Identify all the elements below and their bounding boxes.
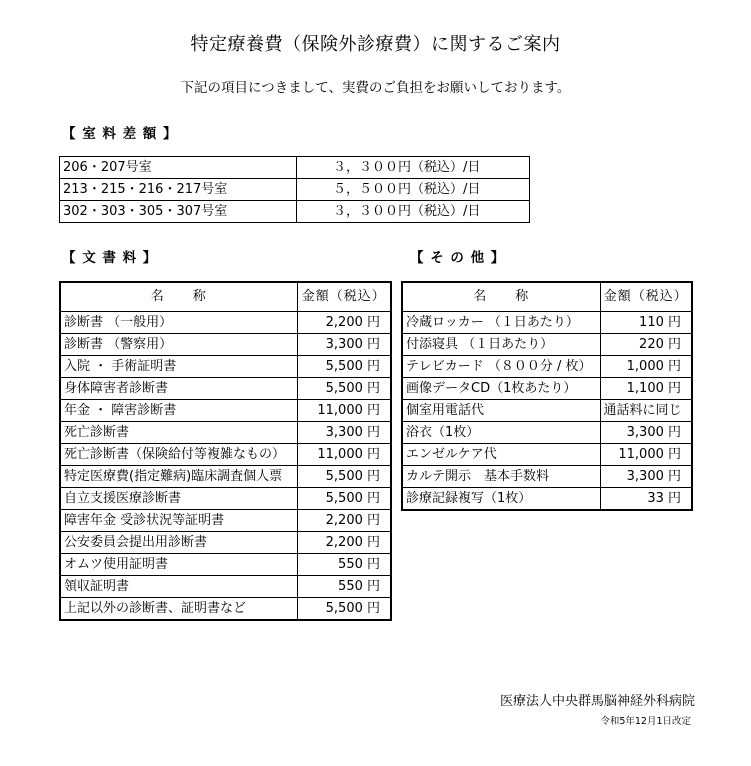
table-row [60, 201, 530, 223]
item-price-cell: 11,000 円 [297, 400, 391, 422]
item-price-cell: 1,000 円 [600, 356, 692, 378]
item-price-cell: 5,500 円 [297, 488, 391, 510]
table-row [402, 466, 692, 488]
item-price-cell: 5,500 円 [297, 598, 391, 621]
item-price-cell: 33 円 [600, 488, 692, 511]
item-name-cell: 画像データCD（1枚あたり） [402, 378, 600, 400]
item-name-cell: 死亡診断書 [60, 422, 297, 444]
table-row [402, 378, 692, 400]
item-name-cell: テレビカード （８００分 / 枚） [402, 356, 600, 378]
item-price-cell: 220 円 [600, 334, 692, 356]
column-header-name: 名 称 [60, 282, 297, 312]
table-row [60, 576, 391, 598]
item-name-cell: 213・215・216・217号室 [60, 179, 297, 201]
item-name-cell: 公安委員会提出用診断書 [60, 532, 297, 554]
table-row [402, 356, 692, 378]
item-price-cell: 1,100 円 [600, 378, 692, 400]
item-price-cell: 2,200 円 [297, 312, 391, 334]
item-name-cell: オムツ使用証明書 [60, 554, 297, 576]
document-table-header [60, 282, 391, 312]
item-name-cell: 障害年金 受診状況等証明書 [60, 510, 297, 532]
item-price-cell: ５，５００円（税込）/日 [297, 179, 530, 201]
table-row [402, 334, 692, 356]
item-name-cell: 領収証明書 [60, 576, 297, 598]
item-name-cell: 身体障害者診断書 [60, 378, 297, 400]
other-table-header [402, 282, 692, 312]
item-name-cell: 206・207号室 [60, 157, 297, 179]
item-price-cell: 5,500 円 [297, 466, 391, 488]
item-price-cell: 5,500 円 [297, 378, 391, 400]
revision-date: 令和5年12月1日改定 [600, 716, 691, 727]
item-price-cell: ３，３００円（税込）/日 [297, 201, 530, 223]
hospital-name: 医療法人中央群馬脳神経外科病院 [499, 694, 695, 709]
item-price-cell: 11,000 円 [297, 444, 391, 466]
item-price-cell: 110 円 [600, 312, 692, 334]
item-price-cell: 3,300 円 [297, 422, 391, 444]
table-row [402, 488, 692, 511]
table-row [60, 488, 391, 510]
column-header-price: 金額（税込） [600, 282, 692, 312]
item-name-cell: 自立支援医療診断書 [60, 488, 297, 510]
item-name-cell: 診療記録複写（1枚） [402, 488, 600, 511]
intro-text: 下記の項目につきまして、実費のご負担をお願いしております。 [180, 80, 571, 96]
item-name-cell: エンゼルケア代 [402, 444, 600, 466]
table-row [60, 356, 391, 378]
other-fee-heading: 【 そ の 他 】 [410, 250, 506, 266]
item-name-cell: 診断書 （一般用） [60, 312, 297, 334]
table-row [60, 510, 391, 532]
item-name-cell: 浴衣（1枚） [402, 422, 600, 444]
item-name-cell: 個室用電話代 [402, 400, 600, 422]
item-price-cell: 通話料に同じ [600, 400, 692, 422]
table-row [60, 400, 391, 422]
document-fee-heading: 【 文 書 料 】 [62, 250, 158, 266]
item-name-cell: 302・303・305・307号室 [60, 201, 297, 223]
table-row [60, 179, 530, 201]
table-row [402, 312, 692, 334]
item-price-cell: 3,300 円 [600, 422, 692, 444]
table-row [60, 422, 391, 444]
table-row [60, 554, 391, 576]
table-row [60, 444, 391, 466]
item-name-cell: 年金 ・ 障害診断書 [60, 400, 297, 422]
room-fee-heading: 【 室 料 差 額 】 [62, 126, 178, 142]
item-name-cell: 診断書 （警察用） [60, 334, 297, 356]
item-price-cell: 2,200 円 [297, 510, 391, 532]
table-row [60, 598, 391, 621]
item-price-cell: 5,500 円 [297, 356, 391, 378]
item-price-cell: 3,300 円 [297, 334, 391, 356]
item-name-cell: カルテ開示 基本手数料 [402, 466, 600, 488]
room-fee-table [59, 156, 530, 223]
table-row [402, 400, 692, 422]
item-price-cell: 2,200 円 [297, 532, 391, 554]
table-row [60, 532, 391, 554]
table-row [60, 157, 530, 179]
item-price-cell: 11,000 円 [600, 444, 692, 466]
item-price-cell: 550 円 [297, 554, 391, 576]
column-header-price: 金額（税込） [297, 282, 391, 312]
other-fee-table [401, 281, 693, 511]
table-row [60, 378, 391, 400]
table-row [60, 312, 391, 334]
item-name-cell: 入院 ・ 手術証明書 [60, 356, 297, 378]
item-name-cell: 上記以外の診断書、証明書など [60, 598, 297, 621]
item-price-cell: 3,300 円 [600, 466, 692, 488]
page-title: 特定療養費（保険外診療費）に関するご案内 [190, 34, 561, 55]
item-price-cell: ３，３００円（税込）/日 [297, 157, 530, 179]
item-name-cell: 特定医療費(指定難病)臨床調査個人票 [60, 466, 297, 488]
item-name-cell: 付添寝具 （１日あたり） [402, 334, 600, 356]
table-row [402, 444, 692, 466]
table-row [60, 466, 391, 488]
table-row [402, 422, 692, 444]
column-header-name: 名 称 [402, 282, 600, 312]
document-fee-table [59, 281, 392, 621]
item-price-cell: 550 円 [297, 576, 391, 598]
item-name-cell: 死亡診断書（保険給付等複雑なもの） [60, 444, 297, 466]
table-row [60, 334, 391, 356]
item-name-cell: 冷蔵ロッカー （１日あたり） [402, 312, 600, 334]
